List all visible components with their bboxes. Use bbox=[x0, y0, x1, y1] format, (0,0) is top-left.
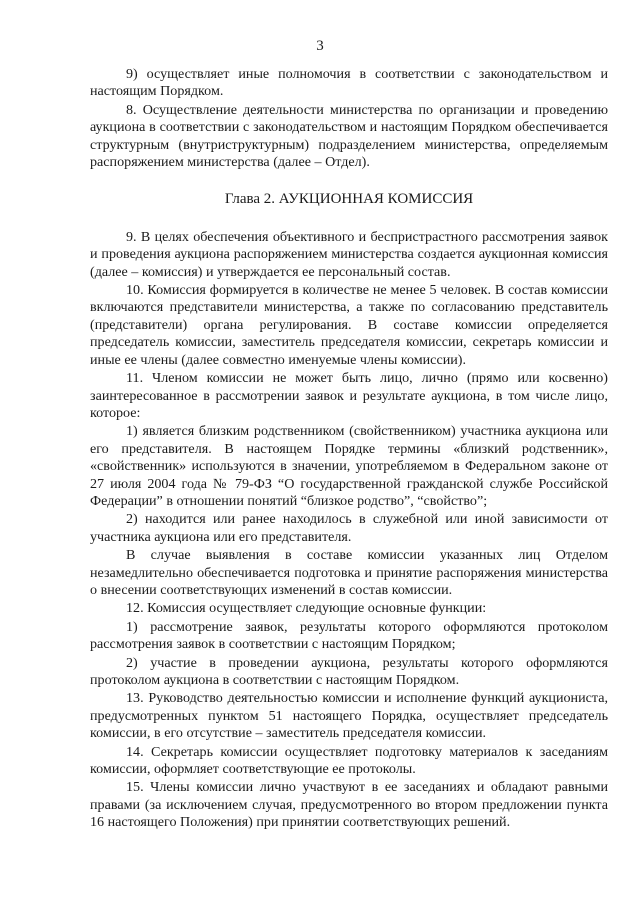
paragraph-11: 11. Членом комиссии не может быть лицо, лично (прямо или косвенно) заинтересованное в рассмотрении заявок и результате аукциона, в том числе лицо, которое: bbox=[90, 370, 608, 421]
document-body bbox=[90, 66, 608, 832]
paragraph-9: 9. В целях обеспечения объективного и беспристрастного рассмотрения заявок и проведения аукциона распоряжением министерства создается аукционная комиссия (далее – комиссия) и утверждается ее персональный состав. bbox=[90, 228, 608, 280]
paragraph-11-case: В случае выявления в составе комиссии указанных лиц Отделом незамедлительно обеспечивается подготовка и принятие распоряжения министерства о внесении соответствующих изменений в состав комиссии. bbox=[90, 547, 608, 598]
paragraph-13: 13. Руководство деятельностью комиссии и исполнение функций аукциониста, предусмотренных пунктом 51 настоящего Порядка, осуществляет председатель комиссии, в его отсутствие – заместитель председателя комиссии. bbox=[90, 690, 608, 742]
paragraph-12-item-1: 1) рассмотрение заявок, результаты которого оформляются протоколом рассмотрения заявок в соответствии с настоящим Порядком; bbox=[90, 618, 608, 653]
chapter-title: Глава 2. АУКЦИОННАЯ КОМИССИЯ bbox=[224, 191, 474, 208]
paragraph-14: 14. Секретарь комиссии осуществляет подготовку материалов к заседаниям комиссии, оформляет соответствующие ее протоколы. bbox=[90, 743, 608, 778]
paragraph-10: 10. Комиссия формируется в количестве не менее 5 человек. В состав комиссии включаются представители министерства, а также по согласованию представитель (представители) органа регулирования. В составе комиссии определяется председатель комиссии, заместитель председателя комиссии, секретарь комиссии и иные ее члены (далее совместно именуемые члены комиссии). bbox=[90, 282, 608, 368]
paragraph-11-item-2: 2) находится или ранее находилось в служебной или иной зависимости от участника аукциона или его представителя. bbox=[90, 511, 608, 545]
paragraph-12-item-2: 2) участие в проведении аукциона, результаты которого оформляются протоколом аукциона в соответствии с настоящим Порядком. bbox=[90, 654, 608, 688]
paragraph-9-item: 9) осуществляет иные полномочия в соответствии с законодательством и настоящим Порядком. bbox=[90, 66, 608, 100]
paragraph-8: 8. Осуществление деятельности министерства по организации и проведению аукциона в соответствии с законодательством и настоящим Порядком обеспечивается структурным (внутриструктурным) подразделением министерства, определяемым распоряжением министерства (далее – Отдел). bbox=[90, 101, 608, 171]
paragraph-15: 15. Члены комиссии лично участвуют в ее заседаниях и обладают равными правами (за исключением случая, предусмотренного во втором предложении пункта 16 настоящего Положения) при принятии соответствующих решений. bbox=[90, 779, 608, 831]
page-number: 3 bbox=[316, 38, 324, 54]
paragraph-12: 12. Комиссия осуществляет следующие основные функции: bbox=[126, 600, 487, 617]
paragraph-11-item-1: 1) является близким родственником (свойственником) участника аукциона или его представителя. В настоящем Порядке термины «близкий родственник», «свойственник» используются в значении, употребляемом в Федеральном законе от 27 июля 2004 года № 79-ФЗ “О государственной гражданской службе Российской Федерации” в отношении понятий “близкое родство”, “свойство”; bbox=[90, 423, 608, 509]
